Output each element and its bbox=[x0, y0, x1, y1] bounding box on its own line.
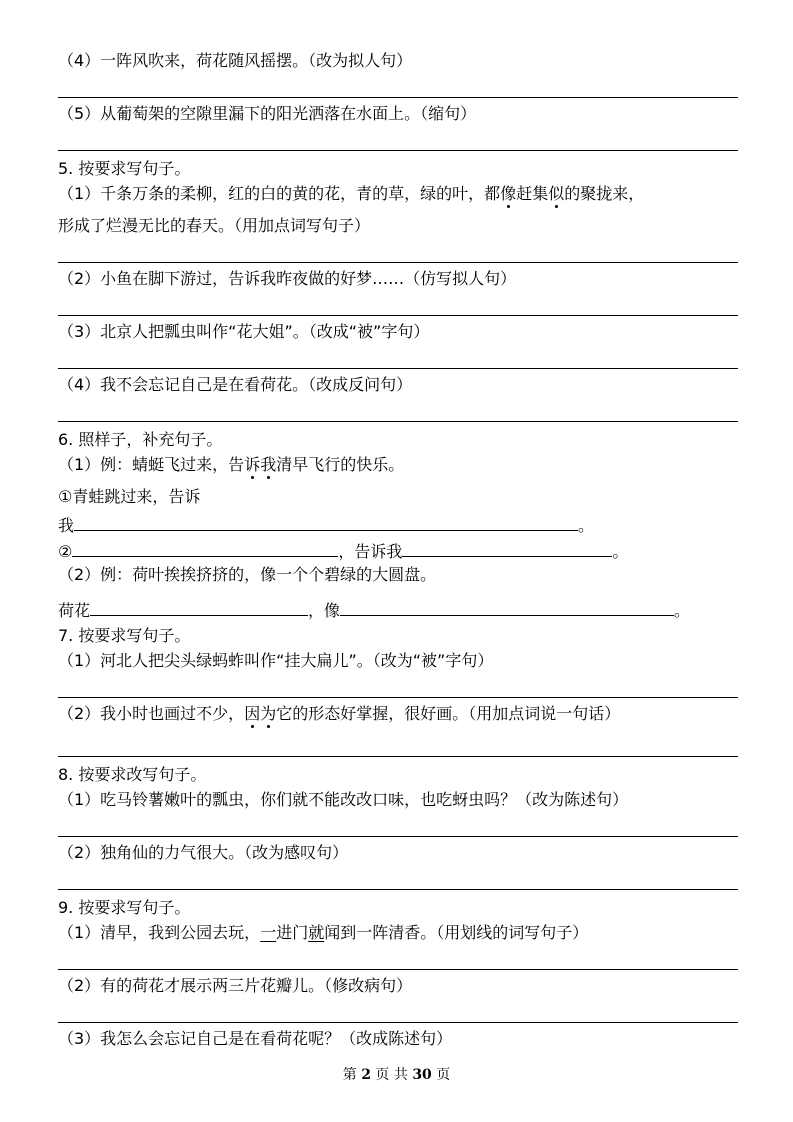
q9-item-3: （3）我怎么会忘记自己是在看荷花呢？（改成陈述句） bbox=[58, 1029, 453, 1048]
q6-sentence-1: ①青蛙跳过来，告诉 bbox=[58, 487, 201, 506]
q6-sentence-3: 荷花 ，像 。 bbox=[58, 601, 691, 620]
answer-line[interactable] bbox=[58, 97, 738, 98]
answer-line[interactable] bbox=[58, 697, 738, 698]
answer-line[interactable] bbox=[58, 315, 738, 316]
emphasis-dot-char: 因 bbox=[244, 704, 261, 723]
q5-item-1-line-2: 形成了烂漫无比的春天。（用加点词写句子） bbox=[58, 216, 371, 235]
fill-blank[interactable] bbox=[402, 540, 612, 557]
q4-item-4: （4）一阵风吹来，荷花随风摇摆。（改为拟人句） bbox=[58, 51, 413, 70]
underlined-word: 就 bbox=[308, 923, 325, 942]
emphasis-dot-char: 像 bbox=[500, 184, 517, 203]
emphasis-dot-char: 似 bbox=[548, 184, 565, 203]
q6-sentence-1-line-2: 我 。 bbox=[58, 516, 595, 535]
answer-line[interactable] bbox=[58, 836, 738, 837]
answer-line[interactable] bbox=[58, 368, 738, 369]
q8-item-2: （2）独角仙的力气很大。（改为感叹句） bbox=[58, 843, 349, 862]
q9-item-2: （2）有的荷花才展示两三片花瓣儿。（修改病句） bbox=[58, 976, 413, 995]
current-page-number: 2 bbox=[361, 1067, 371, 1083]
emphasis-dot-char: 为 bbox=[260, 704, 277, 723]
fill-blank[interactable] bbox=[74, 514, 578, 531]
q8-item-1: （1）吃马铃薯嫩叶的瓢虫，你们就不能改改口味，也吃蚜虫吗？（改为陈述句） bbox=[58, 790, 629, 809]
q9-title: 9. 按要求写句子。 bbox=[58, 898, 191, 917]
q5-title: 5. 按要求写句子。 bbox=[58, 159, 191, 178]
emphasis-dot-char: 诉 bbox=[244, 455, 261, 474]
answer-line[interactable] bbox=[58, 150, 738, 151]
answer-line[interactable] bbox=[58, 969, 738, 970]
q7-title: 7. 按要求写句子。 bbox=[58, 626, 191, 645]
q7-item-1: （1）河北人把尖头绿蚂蚱叫作“挂大扁儿”。（改为“被”字句） bbox=[58, 651, 494, 670]
q9-item-1: （1）清早，我到公园去玩，一进门就闻到一阵清香。（用划线的词写句子） bbox=[58, 923, 589, 942]
fill-blank[interactable] bbox=[72, 540, 338, 557]
q5-item-1: （1）千条万条的柔柳，红的白的黄的花，青的草，绿的叶，都像赶集似的聚拢来， bbox=[58, 184, 645, 203]
emphasis-dot-char: 我 bbox=[260, 455, 277, 474]
q4-item-5: （5）从葡萄架的空隙里漏下的阳光洒落在水面上。（缩句） bbox=[58, 104, 477, 123]
q6-example-1: （1）例：蜻蜓飞过来，告诉我清早飞行的快乐。 bbox=[58, 455, 405, 474]
answer-line[interactable] bbox=[58, 262, 738, 263]
q6-sentence-2: ② ，告诉我 。 bbox=[58, 542, 629, 561]
answer-line[interactable] bbox=[58, 421, 738, 422]
q5-item-3: （3）北京人把瓢虫叫作“花大姐”。（改成“被”字句） bbox=[58, 322, 430, 341]
underlined-word: 一 bbox=[260, 923, 277, 942]
answer-line[interactable] bbox=[58, 756, 738, 757]
q8-title: 8. 按要求改写句子。 bbox=[58, 765, 207, 784]
q6-title: 6. 照样子，补充句子。 bbox=[58, 430, 223, 449]
q6-example-2: （2）例：荷叶挨挨挤挤的，像一个个碧绿的大圆盘。 bbox=[58, 565, 437, 584]
q5-item-4: （4）我不会忘记自己是在看荷花。（改成反问句） bbox=[58, 375, 413, 394]
total-page-count: 30 bbox=[412, 1067, 432, 1083]
page-footer: 第 2 页 共 30 页 bbox=[342, 1067, 451, 1083]
q5-item-2: （2）小鱼在脚下游过，告诉我昨夜做的好梦……（仿写拟人句） bbox=[58, 269, 517, 288]
fill-blank[interactable] bbox=[340, 599, 674, 616]
fill-blank[interactable] bbox=[90, 599, 308, 616]
q7-item-2: （2）我小时也画过不少，因为它的形态好掌握，很好画。（用加点词说一句话） bbox=[58, 704, 621, 723]
answer-line[interactable] bbox=[58, 889, 738, 890]
answer-line[interactable] bbox=[58, 1022, 738, 1023]
